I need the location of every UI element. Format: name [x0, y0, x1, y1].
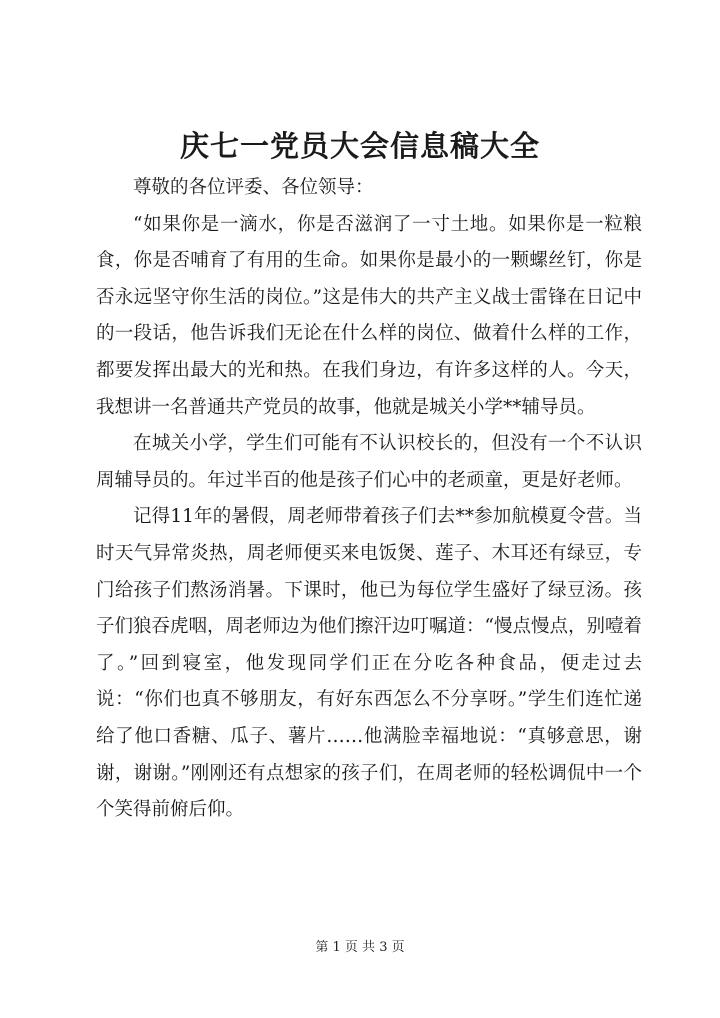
document-title: 庆七一党员大会信息稿大全	[179, 129, 540, 163]
paragraph-3: 记得11年的暑假，周老师带着孩子们去**参加航模夏令营。当时天气异常炎热，周老师便买来电饭煲、莲子、木耳还有绿豆，专门给孩子们熬汤消暑。下课时，他已为每位学生盛好了绿豆汤。孩子们狼吞虎咽，周老师边为他们擦汗边叮嘱道：“慢点慢点，别噎着了。”回到寝室，他发现同学们正在分吃各种食品，便走过去说：“你们也真不够朋友，有好东西怎么不分享呀。”学生们连忙递给了他口香糖、瓜子、薯片……他满脸幸福地说：“真够意思，谢谢，谢谢。”刚刚还有点想家的孩子们，在周老师的轻松调侃中一个个笑得前俯后仰。	[96, 506, 642, 821]
salutation: 尊敬的各位评委、各位领导：	[133, 177, 374, 198]
document-body	[96, 170, 642, 829]
paragraph-2: 在城关小学，学生们可能有不认识校长的，但没有一个不认识周辅导员的。年过半百的他是孩子们心中的老顽童，更是好老师。	[96, 433, 642, 491]
page-footer: 第 1 页 共 3 页	[315, 940, 405, 955]
paragraph-1: “如果你是一滴水，你是否滋润了一寸土地。如果你是一粒粮食，你是否哺育了有用的生命。如果你是最小的一颗螺丝钉，你是否永远坚守你生活的岗位。”这是伟大的共产主义战士雷锋在日记中的一段话，他告诉我们无论在什么样的岗位、做着什么样的工作，都要发挥出最大的光和热。在我们身边，有许多这样的人。今天，我想讲一名普通共产党员的故事，他就是城关小学**辅导员。	[96, 213, 642, 418]
